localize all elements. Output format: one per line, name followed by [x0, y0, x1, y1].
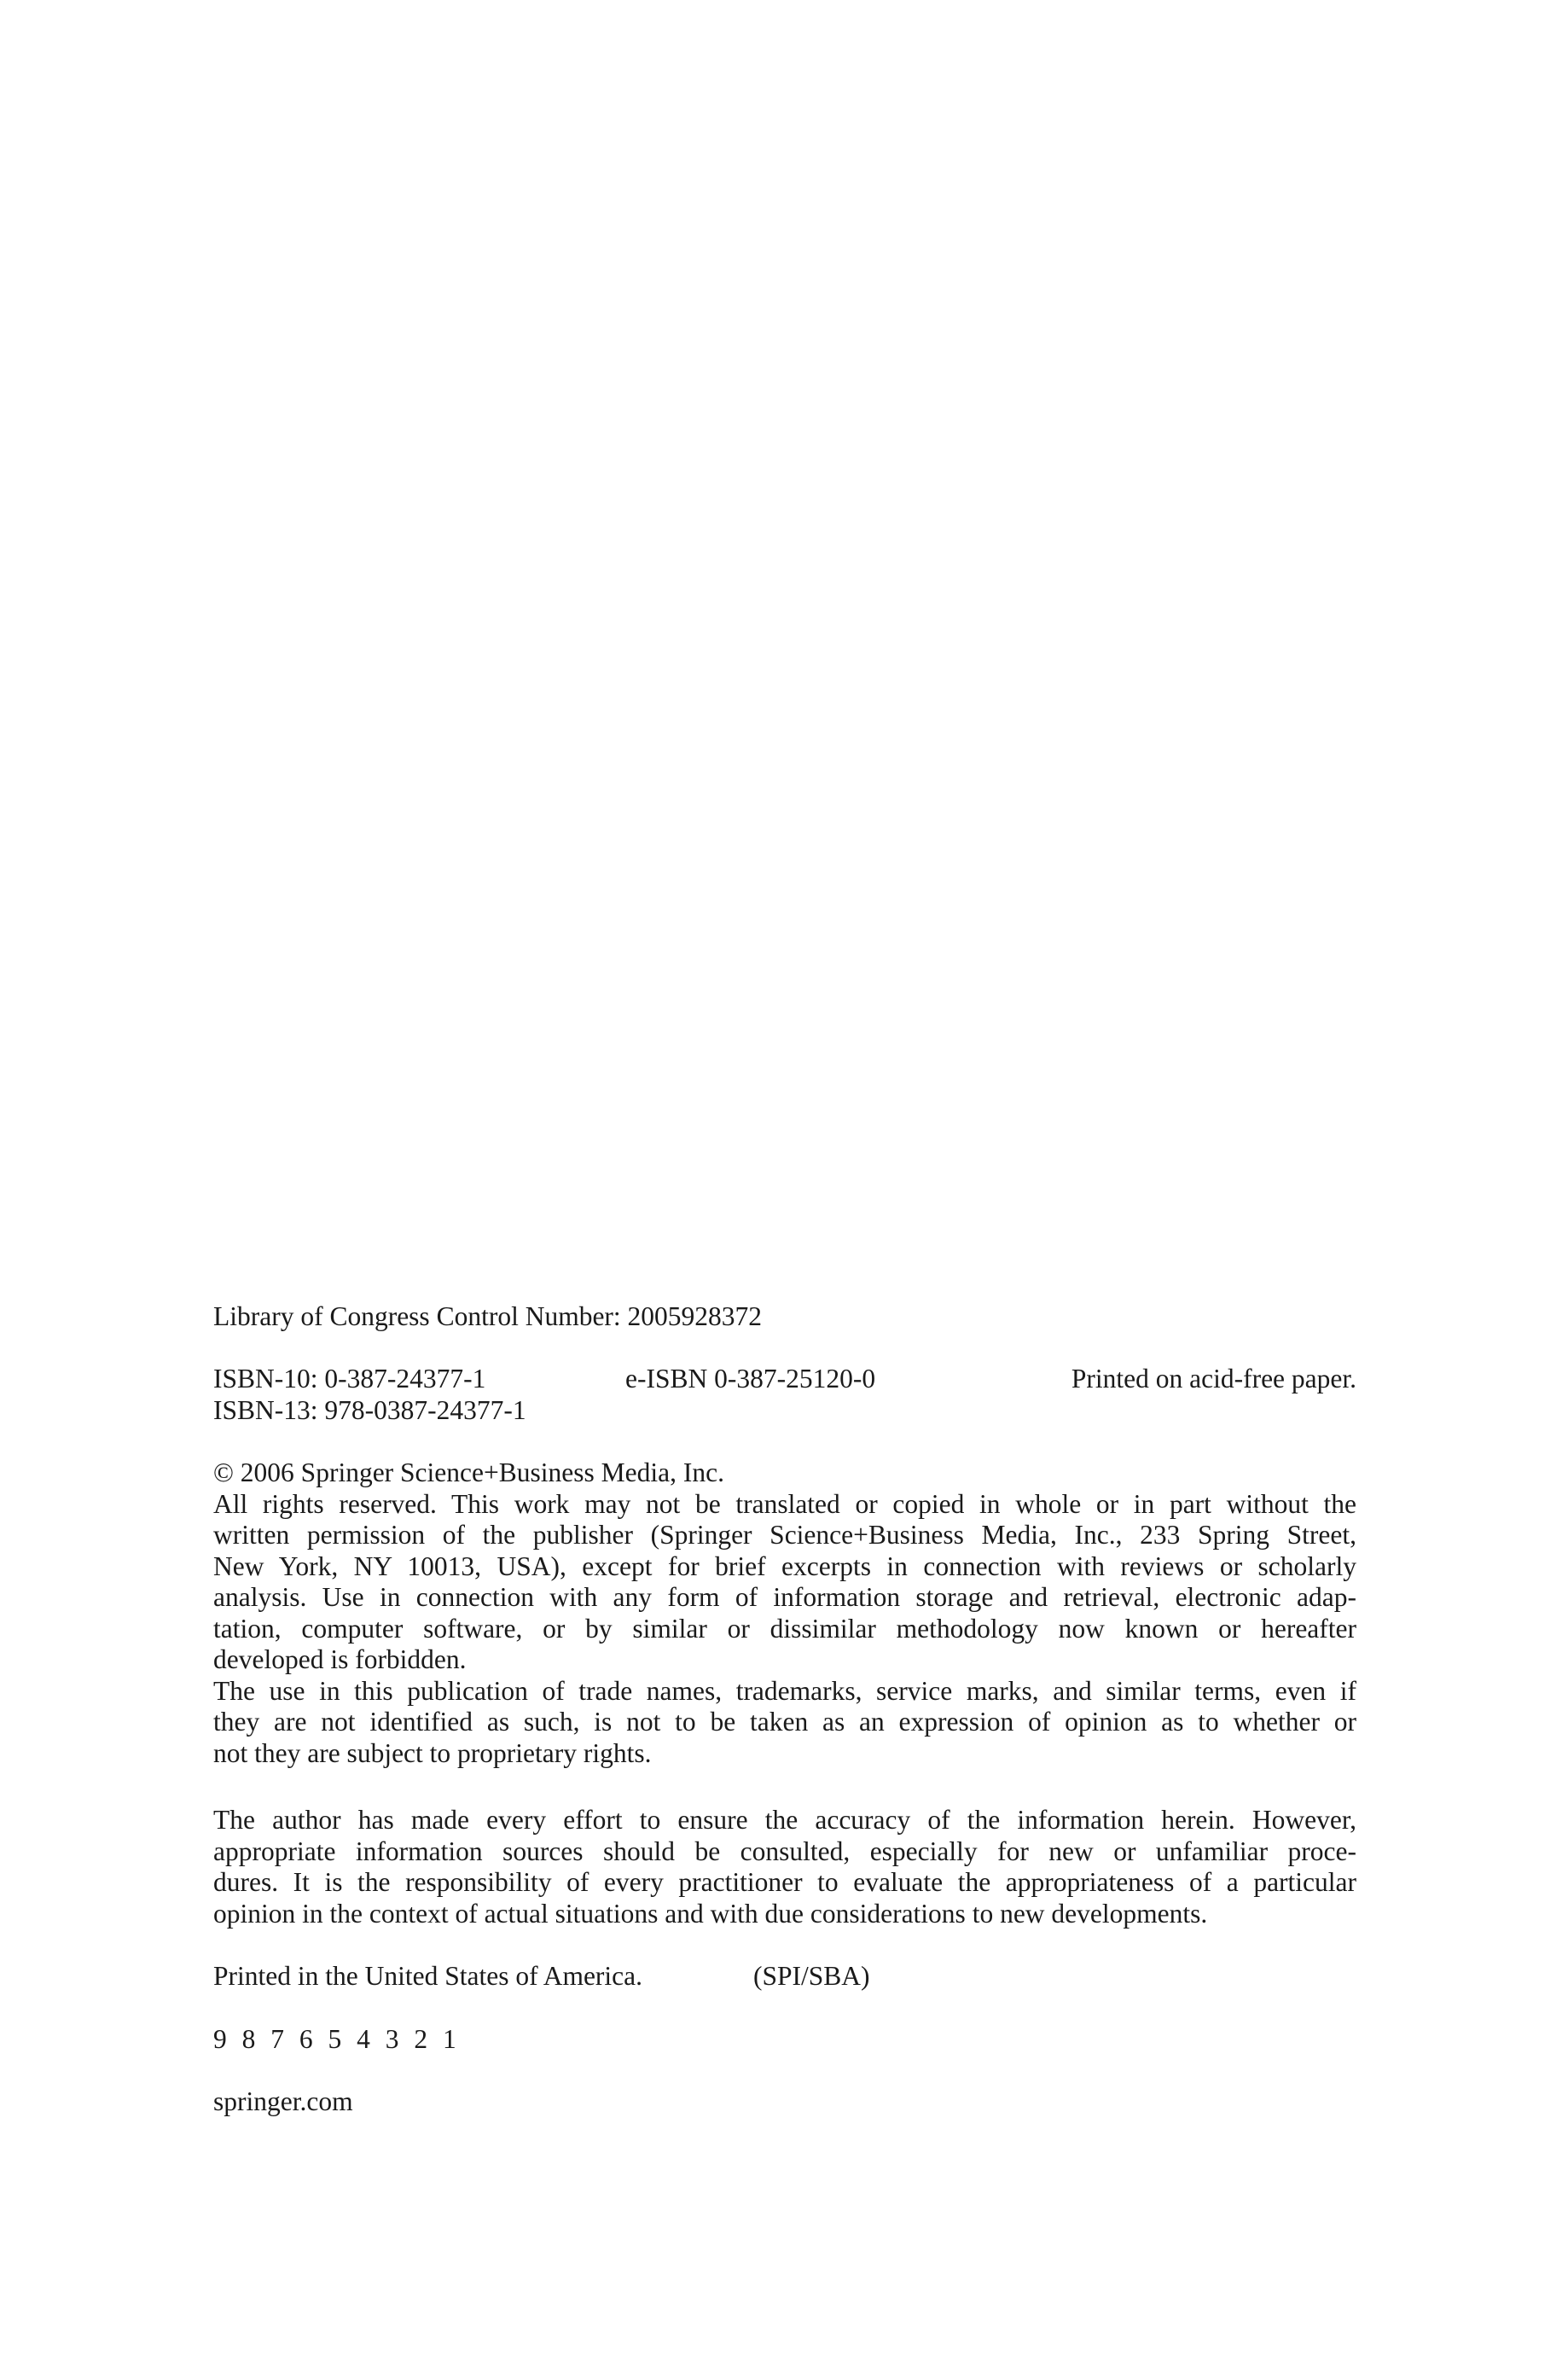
disclaimer-line: dures. It is the responsibility of every practitioner to evaluate the appropriateness of a particular	[213, 1867, 1356, 1897]
rights-line: tation, computer software, or by similar or dissimilar methodology now known or hereafter	[213, 1613, 1356, 1644]
disclaimer-line: The author has made every effort to ensure the accuracy of the information herein. However,	[213, 1805, 1356, 1835]
print-line	[213, 2024, 1356, 2056]
printed-in-row	[213, 1961, 1356, 1993]
eisbn-text: e-ISBN 0-387-25120-0	[625, 1364, 876, 1393]
disclaimer-line: appropriate information sources should be consulted, especially for new or unfamiliar proce-	[213, 1836, 1356, 1866]
copyright-notice	[213, 1457, 1356, 1769]
acid-free-paper-text: Printed on acid-free paper.	[1071, 1364, 1356, 1393]
isbn-row	[213, 1364, 1356, 1395]
print-number-line: 9 8 7 6 5 4 3 2 1	[213, 2024, 458, 2054]
rights-line: analysis. Use in connection with any form of information storage and retrieval, electronic adap-	[213, 1582, 1356, 1612]
printer-code-text: (SPI/SBA)	[753, 1961, 870, 1991]
printed-in-text: Printed in the United States of America.	[213, 1961, 643, 1991]
rights-line: developed is forbidden.	[213, 1644, 467, 1674]
isbn13-text: ISBN-13: 978-0387-24377-1	[213, 1395, 526, 1425]
rights-line: New York, NY 10013, USA), except for brief excerpts in connection with reviews or scholarly	[213, 1551, 1356, 1581]
disclaimer-line: opinion in the context of actual situations and with due considerations to new developments.	[213, 1898, 1208, 1929]
isbn13-line	[213, 1395, 1356, 1427]
isbn10-text: ISBN-10: 0-387-24377-1	[213, 1364, 486, 1393]
trademark-line: The use in this publication of trade names, trademarks, service marks, and similar terms, even if	[213, 1675, 1356, 1706]
copyright-line: © 2006 Springer Science+Business Media, Inc.	[213, 1457, 724, 1487]
disclaimer-paragraph	[213, 1805, 1356, 1929]
lccn-line	[213, 1301, 1356, 1333]
website-text: springer.com	[213, 2086, 353, 2116]
lccn-text: Library of Congress Control Number: 2005928372	[213, 1301, 763, 1331]
trademark-line: they are not identified as such, is not to be taken as an expression of opinion as to whether or	[213, 1707, 1356, 1737]
rights-line: written permission of the publisher (Springer Science+Business Media, Inc., 233 Spring Street,	[213, 1520, 1356, 1550]
rights-line: All rights reserved. This work may not be translated or copied in whole or in part without the	[213, 1488, 1356, 1519]
website-line	[213, 2086, 1356, 2118]
trademark-line: not they are subject to proprietary rights.	[213, 1737, 652, 1768]
